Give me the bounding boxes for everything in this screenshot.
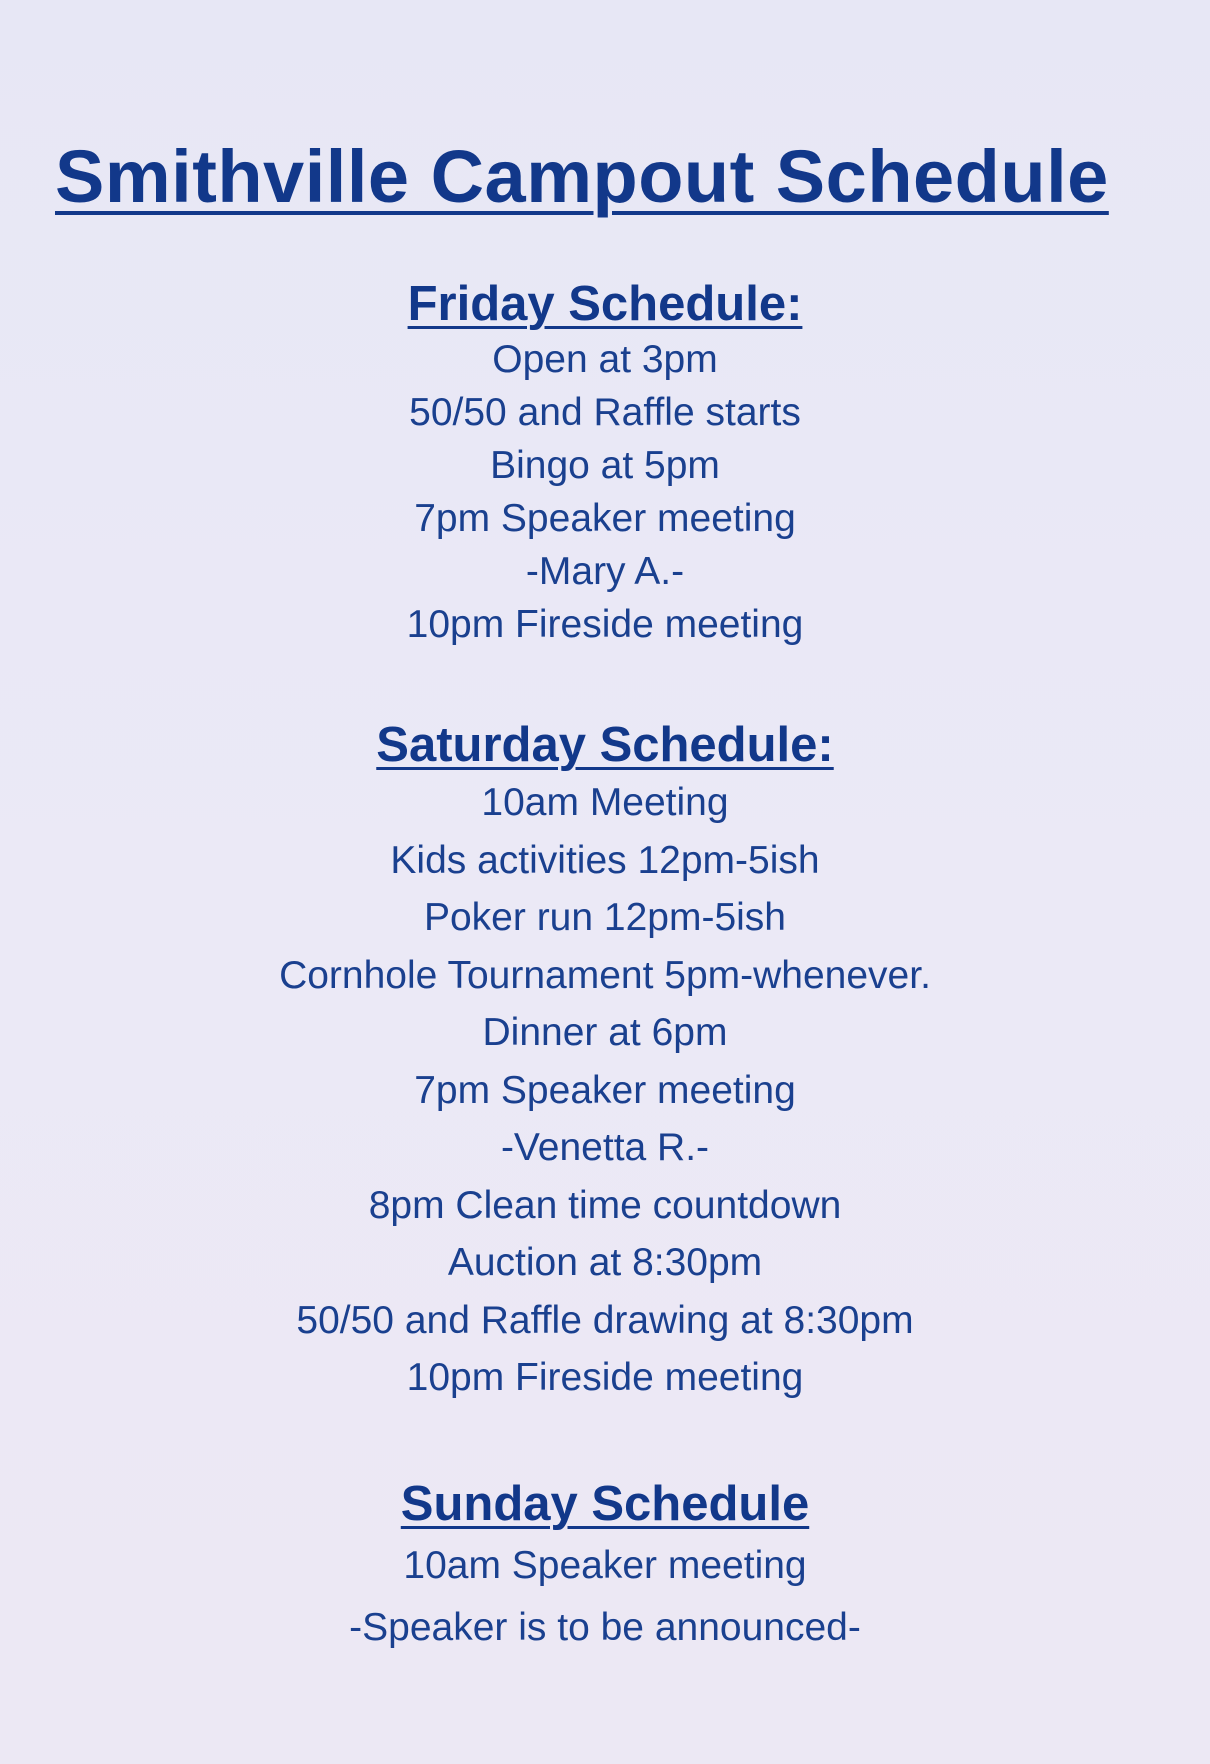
sunday-section: [0, 1475, 1210, 1659]
speaker-name: -Speaker is to be announced-: [349, 1606, 861, 1649]
schedule-item: 10am Speaker meeting: [403, 1544, 807, 1587]
page-title: Smithville Campout Schedule: [55, 135, 1109, 218]
schedule-item: Bingo at 5pm: [490, 444, 720, 487]
schedule-item: Open at 3pm: [492, 338, 718, 381]
sunday-heading: Sunday Schedule: [400, 1477, 810, 1531]
speaker-name: -Mary A.-: [525, 550, 685, 593]
saturday-heading: Saturday Schedule:: [376, 718, 834, 772]
schedule-item: 7pm Speaker meeting: [414, 497, 796, 540]
schedule-item: Kids activities 12pm-5ish: [390, 838, 820, 882]
schedule-item: 8pm Clean time countdown: [368, 1183, 842, 1227]
schedule-item: Cornhole Tournament 5pm-whenever.: [279, 953, 931, 997]
schedule-item: 10am Meeting: [481, 781, 729, 824]
speaker-name: -Venetta R.-: [500, 1126, 710, 1169]
schedule-item: 50/50 and Raffle starts: [409, 391, 801, 434]
schedule-item: Auction at 8:30pm: [447, 1241, 763, 1284]
schedule-item: Poker run 12pm-5ish: [423, 896, 786, 939]
saturday-section: [0, 716, 1210, 1407]
friday-heading: Friday Schedule:: [407, 277, 803, 331]
schedule-item: 10pm Fireside meeting: [406, 1356, 804, 1399]
friday-section: [0, 275, 1210, 651]
schedule-item: 7pm Speaker meeting: [414, 1068, 796, 1112]
schedule-item: Dinner at 6pm: [482, 1011, 728, 1054]
schedule-item: 10pm Fireside meeting: [406, 603, 804, 646]
schedule-item: 50/50 and Raffle drawing at 8:30pm: [296, 1298, 914, 1342]
